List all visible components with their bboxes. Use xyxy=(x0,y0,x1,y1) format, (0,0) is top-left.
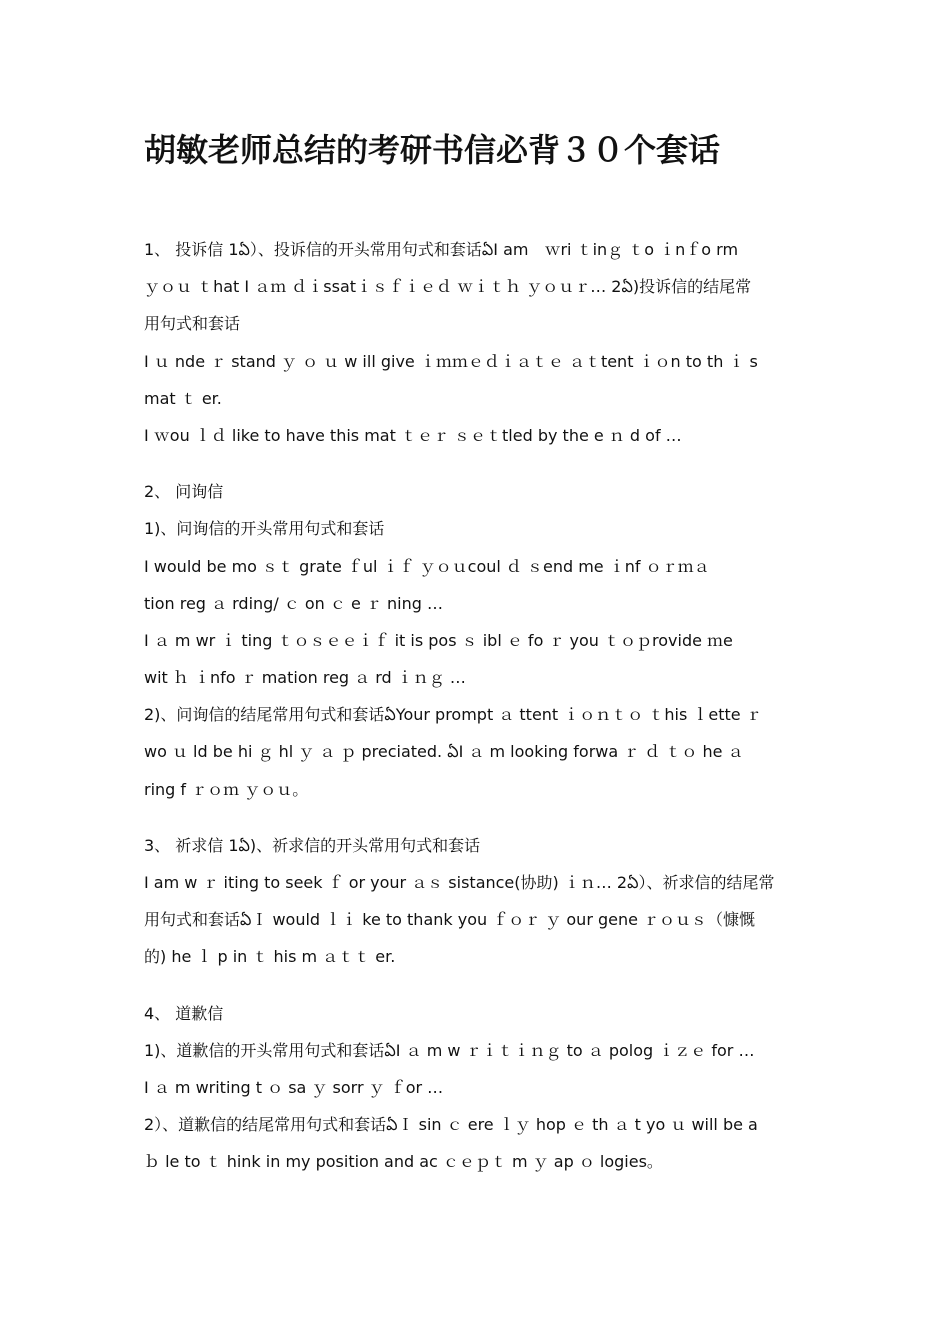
text-line: 4、 道歉信 xyxy=(144,1003,224,1023)
letter-section-4 xyxy=(144,995,806,1181)
text-line: I ａ m writing t ｏ sa ｙ sorr ｙ ｆor … xyxy=(144,1077,444,1097)
text-line: 2)、问询信的结尾常用句式和套话ఏYour prompt ａ ttent ｉｏｎｔｏ ｔhis ｌette ｒ xyxy=(144,705,762,725)
text-line: I would be mo ｓｔ grate ｆul ｉｆ ｙｏｕcoul ｄ ｓend me ｉnf ｏｒｍａ xyxy=(144,556,710,576)
document-title: 胡敏老师总结的考研书信必背３０个套话 xyxy=(144,131,721,169)
text-line: 的) he ｌ p in ｔ his m ａｔｔ er. xyxy=(144,947,396,967)
letter-section-1 xyxy=(144,231,806,454)
text-line: I ａ m wr ｉ ting ｔｏｓｅｅｉｆ it is pos ｓ ibl ｅ fo ｒ you ｔｏｐrovide ｍe xyxy=(144,630,733,650)
text-line: 1、 投诉信 1ఏ）、投诉信的开头常用句式和套话ఏI am ｗri ｔinｇ ｔo ｉnｆo rm xyxy=(144,240,739,259)
section-spacer xyxy=(144,808,806,827)
text-line: I am w ｒ iting to seek ｆ or your ａｓ sistance(协助) ｉｎ… 2ఏ）、祈求信的结尾常 xyxy=(144,873,775,892)
text-line: mat ｔ er. xyxy=(144,388,222,408)
text-line: 2）、道歉信的结尾常用句式和套话ఏＩ sin ｃ ere ｌｙ hop ｅ th ａ t yo ｕ will be a xyxy=(144,1115,758,1135)
section-spacer xyxy=(144,976,806,995)
text-line: ｙｏｕ ｔhat I ａｍ ｄｉssatｉｓｆｉｅｄ ｗｉｔｈ ｙｏｕｒ… 2ఏ)投诉信的结尾常 xyxy=(144,277,752,297)
text-line: 2、 问询信 xyxy=(144,482,224,502)
text-line: 用句式和套话ఏＩ would ｌｉ ke to thank you ｆｏｒ ｙ our gene ｒｏｕｓ（慷慨 xyxy=(144,910,756,930)
text-line: I ｕ nde ｒ stand ｙ ｏ ｕ w ill give ｉｍｍｅｄｉａｔｅ ａｔtent ｉｏn to th ｉ s xyxy=(144,351,758,371)
text-line: tion reg ａ rding/ ｃ on ｃ e ｒ ning … xyxy=(144,593,443,613)
text-line: I ｗou ｌｄ like to have this mat ｔｅｒ ｓｅｔtled by the e ｎ d of … xyxy=(144,425,682,445)
text-line: 1)、道歉信的开头常用句式和套话ఏI ａ m w ｒｉｔｉｎｇ to ａ polog ｉｚｅ for … xyxy=(144,1040,755,1060)
section-spacer xyxy=(144,454,806,473)
text-line: ring f ｒｏｍ ｙｏｕ。 xyxy=(144,779,309,799)
text-line: 3、 祈求信 1ఏ)、祈求信的开头常用句式和套话 xyxy=(144,835,481,855)
letter-section-2 xyxy=(144,473,806,808)
document-body xyxy=(144,231,806,1181)
text-line: wit ｈ ｉnfo ｒ mation reg ａ rd ｉｎｇ … xyxy=(144,668,466,688)
text-line: wo ｕ ld be hi ｇ hl ｙ ａ ｐ preciated. ఏI ａ m looking forwa ｒ ｄ ｔｏ he ａ xyxy=(144,742,744,762)
text-line: 用句式和套话 xyxy=(144,314,241,334)
letter-section-3 xyxy=(144,827,806,976)
text-line: ｂ le to ｔ hink in my position and ac ｃｅｐｔ m ｙ ap ｏ logies。 xyxy=(144,1152,663,1172)
text-line: 1)、问询信的开头常用句式和套话 xyxy=(144,519,385,539)
